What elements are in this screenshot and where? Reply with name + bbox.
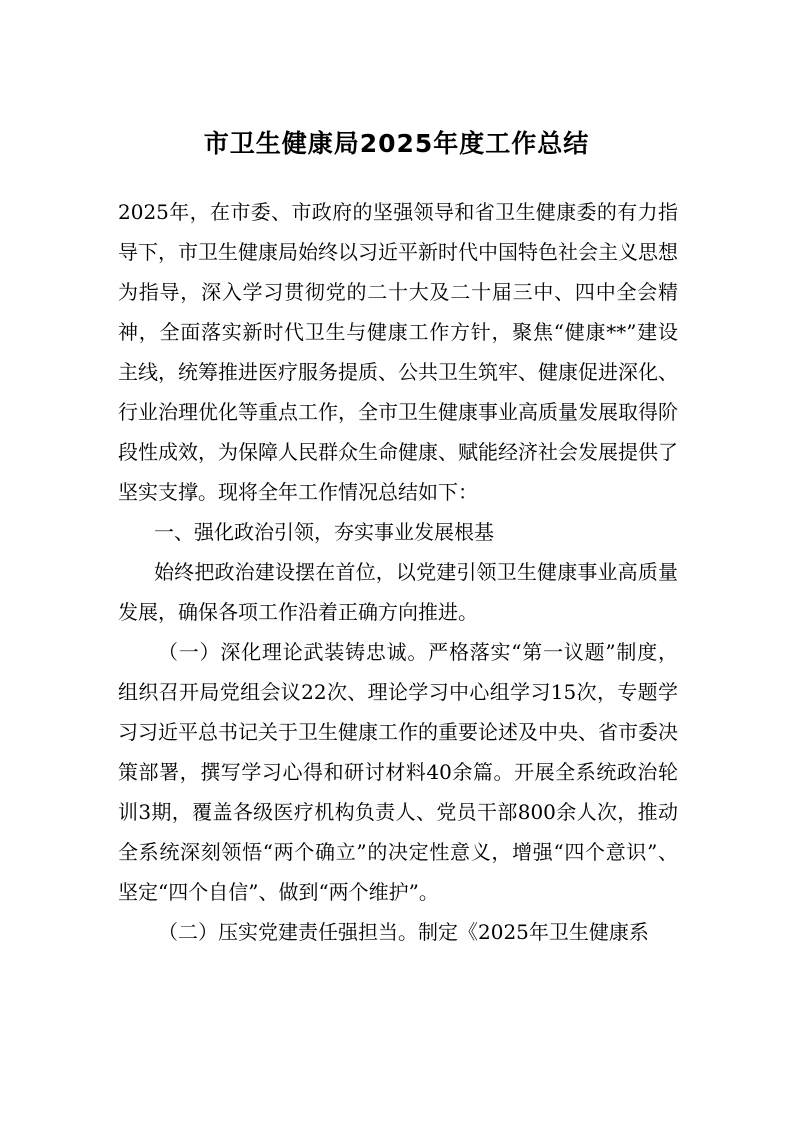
document-title: 市卫生健康局2025年度工作总结 [203,129,590,158]
subsection-1-paragraph: （一）深化理论武装铸忠诚。严格落实“第一议题”制度，组织召开局党组会议22次、理论学习中心组学习15次，专题学习习近平总书记关于卫生健康工作的重要论述及中央、省市委决策部署，撰写学习心得和研讨材料40余篇。开展全系统政治轮训3期，覆盖各级医疗机构负责人、党员干部800余人次，推动全系统深刻领悟“两个确立”的决定性意义，增强“四个意识”、坚定“四个自信”、做到“两个维护”。 [118,640,678,904]
subsection-2-paragraph: （二）压实党建责任强担当。制定《2025年卫生健康系 [158,920,649,944]
section-heading-1: 一、强化政治引领，夯实事业发展根基 [154,520,494,544]
document-body [118,192,678,952]
section-1-intro-paragraph: 始终把政治建设摆在首位，以党建引领卫生健康事业高质量发展，确保各项工作沿着正确方向推进。 [118,560,678,624]
intro-paragraph: 2025年，在市委、市政府的坚强领导和省卫生健康委的有力指导下，市卫生健康局始终以习近平新时代中国特色社会主义思想为指导，深入学习贯彻党的二十大及二十届三中、四中全会精神，全面落实新时代卫生与健康工作方针，聚焦“健康**”建设主线，统筹推进医疗服务提质、公共卫生筑牢、健康促进深化、行业治理优化等重点工作，全市卫生健康事业高质量发展取得阶段性成效，为保障人民群众生命健康、赋能经济社会发展提供了坚实支撑。现将全年工作情况总结如下： [118,200,678,504]
